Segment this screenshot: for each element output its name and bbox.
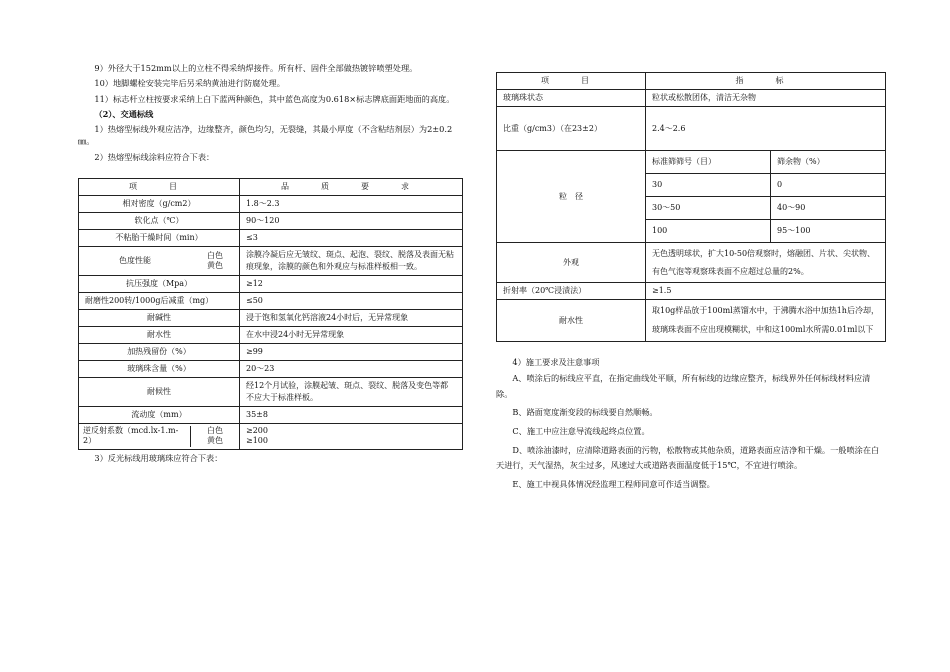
table-row: 耐碱性 浸于饱和氢氧化钙溶液24小时后，无异常现象 — [79, 310, 463, 327]
table-header: 项 目 品 质 要 求 — [79, 179, 463, 196]
section-title: （2）、交通标线 — [94, 108, 154, 119]
glass-bead-table — [496, 72, 886, 342]
table-row: 耐磨性200转/1000g后减重（mg） ≤50 — [79, 293, 463, 310]
table-row: 耐水性 在水中浸24小时无异常现象 — [79, 327, 463, 344]
item-a: A、喷涂后的标线应平直，在指定曲线处平顺，所有标线的边缘应整齐，标线界外任何标线材料应清除。 — [496, 373, 871, 399]
table-row: 外观 无色透明球状，扩大10-50倍观察时，熔融团、片状、尖状物、有色气泡等观察珠表面不应超过总量的2%。 — [497, 243, 886, 283]
table-row: 玻璃珠含量（%） 20～23 — [79, 361, 463, 378]
right-column — [496, 72, 886, 495]
table-row: 相对密度（g/cm2） 1.8～2.3 — [79, 196, 463, 213]
item-c: C、施工中应注意导流线起终点位置。 — [512, 426, 650, 436]
table-row: 流动度（mm） 35±8 — [79, 407, 463, 424]
left-column — [78, 62, 463, 467]
table-row: 色度性能 白色 黄色 涂膜冷凝后应无皱纹、斑点、起泡、裂纹、脱落及表面无粘痕现象，涂膜的颜色和外观应与标准样板相一致。 — [79, 247, 463, 276]
table-row: 不粘胎干燥时间（min） ≤3 — [79, 230, 463, 247]
table-row: 抗压强度（Mpa） ≥12 — [79, 276, 463, 293]
table-row: 玻璃珠状态 粒状或松散团体，清洁无杂物 — [497, 90, 886, 107]
table-row: 30 0 — [497, 174, 886, 197]
table-row: 逆反射系数（mcd.lx-1.m-2） 白色 黄色 ≥200 ≥100 — [79, 424, 463, 450]
para-3: 3）反光标线用玻璃珠应符合下表： — [94, 452, 223, 463]
table-row: 耐水性 取10g样品放于100ml蒸馏水中，于沸腾水浴中加热1h后冷却，玻璃珠表面不应出现模糊状，中和这100ml水所需0.01ml以下 — [497, 300, 886, 342]
section-4: 4）施工要求及注意事项 — [512, 356, 600, 367]
para-11: 11）标志杆立柱按要求采纳上白下蓝两种颜色，其中蓝色高度为0.618×标志牌底面距地面的高度。 — [94, 93, 455, 104]
table-row: 耐候性 经12个月试验，涂膜起皱、斑点、裂纹、脱落及变色等都不应大于标准样板。 — [79, 378, 463, 407]
para-2: 2）热熔型标线涂料应符合下表： — [94, 151, 215, 162]
item-e: E、施工中视具体情况经监理工程师同意可作适当调整。 — [512, 478, 715, 489]
table-row: 粒 径 标准筛筛号（目） 筛余物（%） — [497, 151, 886, 174]
para-10: 10）地脚螺栓安装完毕后另采纳黄油进行防腐处理。 — [94, 78, 285, 89]
item-d: D、喷涂油漆时，应清除道路表面的污物，松散物或其他杂质，道路表面应洁净和干燥。一般喷涂在白天进行，天气湿热，灰尘过多，风速过大或道路表面温度低于15℃，不宜进行喷涂。 — [496, 444, 880, 471]
table-row: 100 95～100 — [497, 220, 886, 243]
table-row: 比重（g/cm3）（在23±2） 2.4～2.6 — [497, 107, 886, 151]
table-row: 30～50 40～90 — [497, 197, 886, 220]
table-row: 软化点（℃） 90～120 — [79, 213, 463, 230]
item-b: B、路面宽度渐变段的标线要自然顺畅。 — [512, 407, 658, 418]
coating-table — [78, 178, 463, 450]
para-1: 1）热熔型标线外观应洁净，边缘整齐，颜色均匀，无裂缝，其最小厚度（不含粘结剂层）为2±0.2㎜。 — [78, 124, 453, 147]
para-9: 9）外径大于152mm以上的立柱不得采纳焊接件。所有杆、固件全部做热镀锌喷塑处理。 — [94, 63, 418, 73]
table-row: 折射率（20℃浸渍法） ≥1.5 — [497, 283, 886, 300]
table-row: 加热残留份（%） ≥99 — [79, 344, 463, 361]
table-header: 项 目 指 标 — [497, 73, 886, 90]
